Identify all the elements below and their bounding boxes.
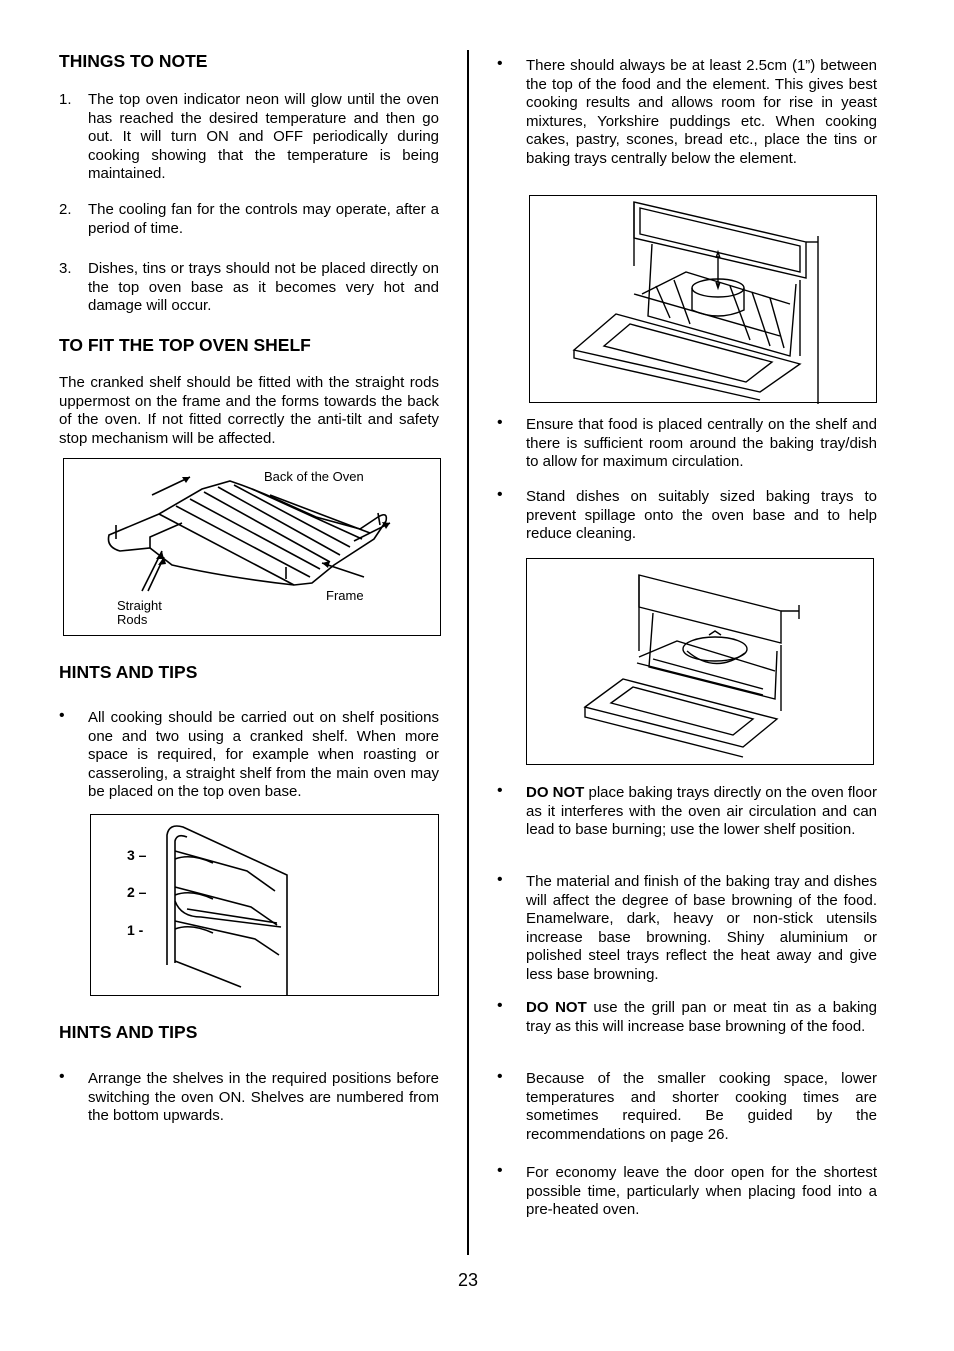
shelf-position-2: 2 – (127, 884, 147, 900)
cranked-shelf-drawing (64, 459, 442, 637)
note-text: The cooling fan for the controls may operate, after a period of time. (88, 201, 439, 237)
tip-text: Ensure that food is placed centrally on the shelf and there is sufficient room around the baking tray/dish to allow for maximum circulation. (526, 416, 877, 470)
bullet-glyph: • (497, 782, 503, 799)
back-of-oven-label: Back of the Oven (264, 469, 364, 484)
tip-text (526, 999, 877, 1036)
oven-food-gap-drawing (530, 196, 878, 404)
straight-rods-label: Rods (117, 612, 148, 627)
shelf-position-3: 3 – (127, 847, 147, 863)
note-number: 1. (59, 91, 72, 108)
note-text: Dishes, tins or trays should not be placed directly on the top oven base as it becomes very hot and damage will occur. (88, 260, 439, 314)
do-not-emphasis: DO NOT (526, 784, 585, 801)
bullet-glyph: • (497, 414, 503, 431)
tip-text (526, 784, 877, 840)
hints-bullet-text: All cooking should be carried out on shelf positions one and two using a cranked shelf. When more space is required, for example when roasting or casseroling, a straight shelf from the main oven may be placed on the top oven base. (88, 709, 439, 800)
bullet-glyph: • (497, 1162, 503, 1179)
hints-bullet-text: Arrange the shelves in the required positions before switching the oven ON. Shelves are numbered from the bottom upwards. (88, 1070, 439, 1124)
tip-text: The material and finish of the baking tray and dishes will affect the degree of base browning of the food. Enamelware, dark, heavy or non-stick utensils increase base browning. Shiny aluminium or polished steel trays reflect the heat away and give less base browning. (526, 873, 877, 983)
page-number: 23 (458, 1270, 479, 1290)
frame-label: Frame (326, 588, 364, 603)
hints-heading-2: HINTS AND TIPS (59, 1022, 198, 1042)
do-not-emphasis: DO NOT (526, 999, 587, 1016)
oven-dish-tray-drawing (527, 559, 875, 766)
things-to-note-heading: THINGS TO NOTE (59, 51, 208, 71)
tip-text-rest: place baking trays directly on the oven floor as it interferes with the oven air circulation and can lead to base burning; use the lower shelf position. (526, 784, 878, 838)
fit-shelf-heading: TO FIT THE TOP OVEN SHELF (59, 335, 311, 355)
bullet-glyph: • (59, 1068, 65, 1085)
note-text: The top oven indicator neon will glow until the oven has reached the desired temperature and then go out. It will turn ON and OFF periodically during cooking showing that the temperature is being maintained. (88, 91, 439, 182)
note-number: 3. (59, 260, 72, 277)
bullet-glyph: • (59, 707, 65, 724)
bullet-glyph: • (497, 1068, 503, 1085)
tip-text: For economy leave the door open for the shortest possible time, particularly when placing food into a pre-heated oven. (526, 1164, 877, 1218)
oven-dish-tray-figure (526, 558, 874, 765)
shelf-position-1: 1 - (127, 922, 144, 938)
bullet-glyph: • (497, 55, 503, 72)
tip-text: There should always be at least 2.5cm (1”) between the top of the food and the element. This gives best cooking results and allows room for rise in yeast mixtures, Yorkshire puddings etc. When cooking cakes, pastry, scones, bread etc., place the tins or baking trays centrally below the element. (526, 57, 877, 167)
straight-rods-label: Straight (117, 598, 162, 613)
shelf-positions-drawing (91, 815, 440, 997)
tip-text: Because of the smaller cooking space, lower temperatures and shorter cooking times are sometimes required. Be guided by the recommendations on page 26. (526, 1070, 877, 1143)
tip-text-rest: use the grill pan or meat tin as a baking tray as this will increase base browning of the food. (526, 999, 877, 1035)
hints-heading-1: HINTS AND TIPS (59, 662, 198, 682)
column-divider (467, 50, 469, 1255)
bullet-glyph: • (497, 997, 503, 1014)
oven-food-gap-figure (529, 195, 877, 403)
bullet-glyph: • (497, 871, 503, 888)
tip-text: Stand dishes on suitably sized baking trays to prevent spillage onto the oven base and to help reduce cleaning. (526, 488, 877, 542)
cranked-shelf-figure (63, 458, 441, 636)
note-number: 2. (59, 201, 72, 218)
bullet-glyph: • (497, 486, 503, 503)
shelf-positions-figure (90, 814, 439, 996)
fit-shelf-text: The cranked shelf should be fitted with the straight rods uppermost on the frame and the forms towards the back of the oven. If not fitted correctly the anti-tilt and safety stop mechanism will be affected. (59, 374, 439, 447)
